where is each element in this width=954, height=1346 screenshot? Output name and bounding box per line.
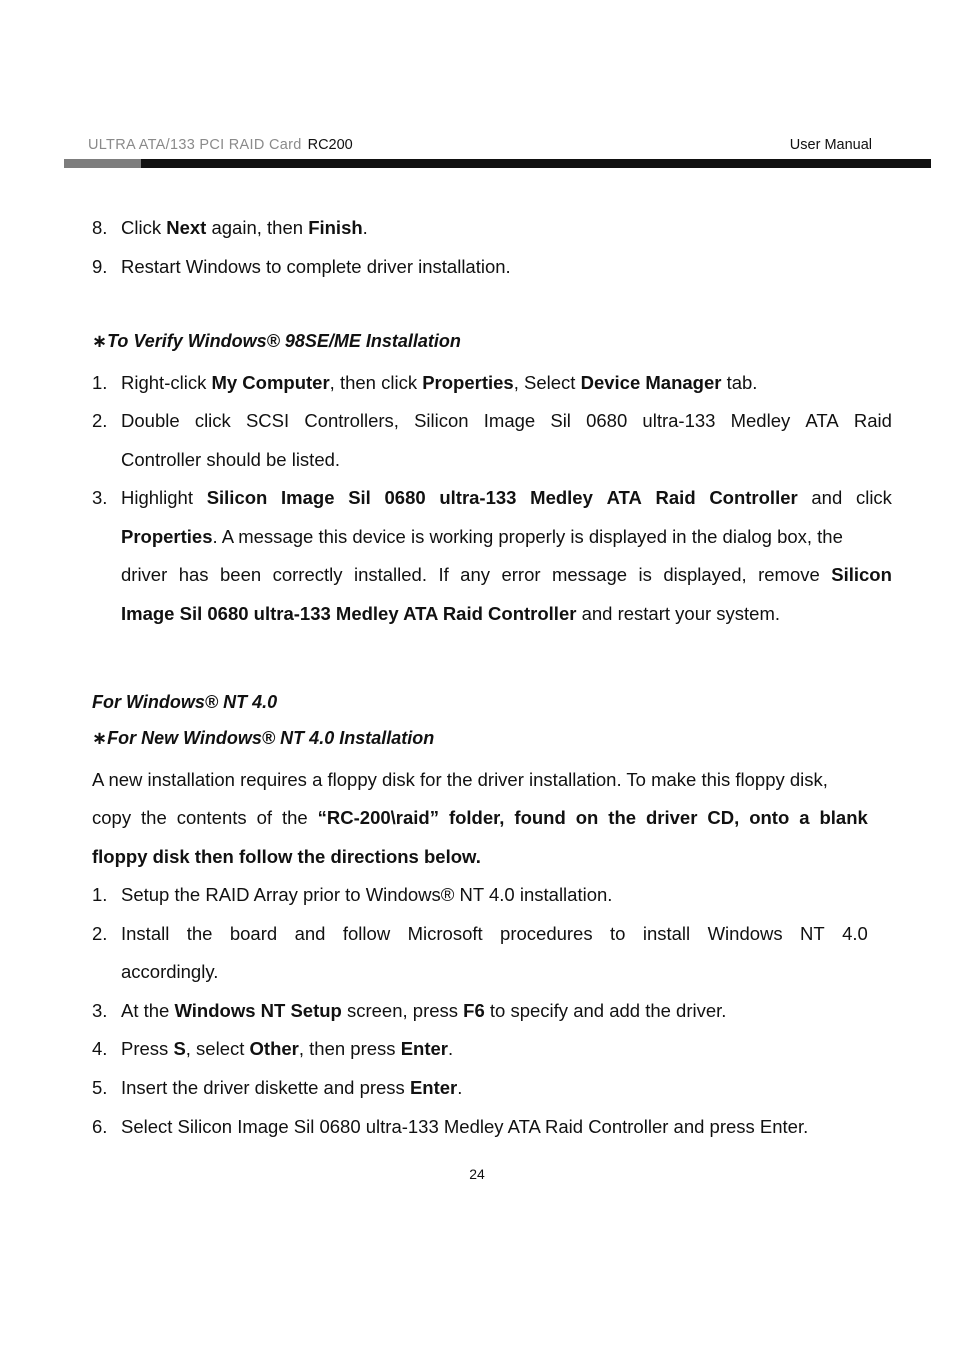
justified-line: copy the contents of the “RC-200\raid” folder, found on the driver CD, onto a blank xyxy=(92,807,868,828)
list-text: Insert the driver diskette and press Enter. xyxy=(121,1077,463,1098)
list-text: Select Silicon Image Sil 0680 ultra-133 Medley ATA Raid Controller and press Enter. xyxy=(121,1116,809,1137)
list-number: 3. xyxy=(92,487,108,508)
page-number: 24 xyxy=(469,1166,485,1182)
justified-line: Double click SCSI Controllers, Silicon Image Sil 0680 ultra-133 Medley ATA Raid xyxy=(121,410,892,431)
section-heading-verify: ∗To Verify Windows® 98SE/ME Installation xyxy=(92,331,461,351)
header-rule-accent xyxy=(64,159,141,168)
list-number: 3. xyxy=(92,1000,108,1021)
header-product: ULTRA ATA/133 PCI RAID Card xyxy=(88,137,302,153)
list-text: Controller should be listed. xyxy=(121,449,341,470)
list-text: Image Sil 0680 ultra-133 Medley ATA Raid Controller and restart your system. xyxy=(121,603,781,624)
list-text: Right-click My Computer, then click Properties, Select Device Manager tab. xyxy=(121,372,758,393)
header-model: RC200 xyxy=(307,137,353,153)
list-number: 5. xyxy=(92,1077,108,1098)
list-number: 2. xyxy=(92,923,108,944)
list-text: Restart Windows to complete driver installation. xyxy=(121,256,511,277)
list-number: 1. xyxy=(92,372,108,393)
list-text: accordingly. xyxy=(121,961,219,982)
intro-text: floppy disk then follow the directions below. xyxy=(92,846,481,867)
list-number: 6. xyxy=(92,1116,108,1137)
header-rule xyxy=(64,159,931,168)
intro-text: A new installation requires a floppy disk for the driver installation. To make this floppy disk, xyxy=(92,769,828,790)
justified-line: Install the board and follow Microsoft procedures to install Windows NT 4.0 xyxy=(121,923,868,944)
subsection-heading-nt-install: ∗For New Windows® NT 4.0 Installation xyxy=(92,728,435,748)
list-number: 4. xyxy=(92,1038,108,1059)
list-text: Properties. A message this device is working properly is displayed in the dialog box, the xyxy=(121,526,843,547)
list-text: Press S, select Other, then press Enter. xyxy=(121,1038,454,1059)
list-number: 1. xyxy=(92,884,108,905)
list-text: At the Windows NT Setup screen, press F6 to specify and add the driver. xyxy=(121,1000,727,1021)
list-text: Click Next again, then Finish. xyxy=(121,217,368,238)
list-text: Setup the RAID Array prior to Windows® NT 4.0 installation. xyxy=(121,884,613,905)
justified-line: driver has been correctly installed. If any error message is displayed, remove Silicon xyxy=(121,564,892,585)
list-number: 8. xyxy=(92,217,108,238)
page-header xyxy=(88,136,872,154)
list-number: 9. xyxy=(92,256,108,277)
justified-line: Highlight Silicon Image Sil 0680 ultra-133 Medley ATA Raid Controller and click xyxy=(121,487,892,508)
header-manual-title: User Manual xyxy=(789,137,872,153)
list-number: 2. xyxy=(92,410,108,431)
section-heading-nt: For Windows® NT 4.0 xyxy=(92,692,278,712)
